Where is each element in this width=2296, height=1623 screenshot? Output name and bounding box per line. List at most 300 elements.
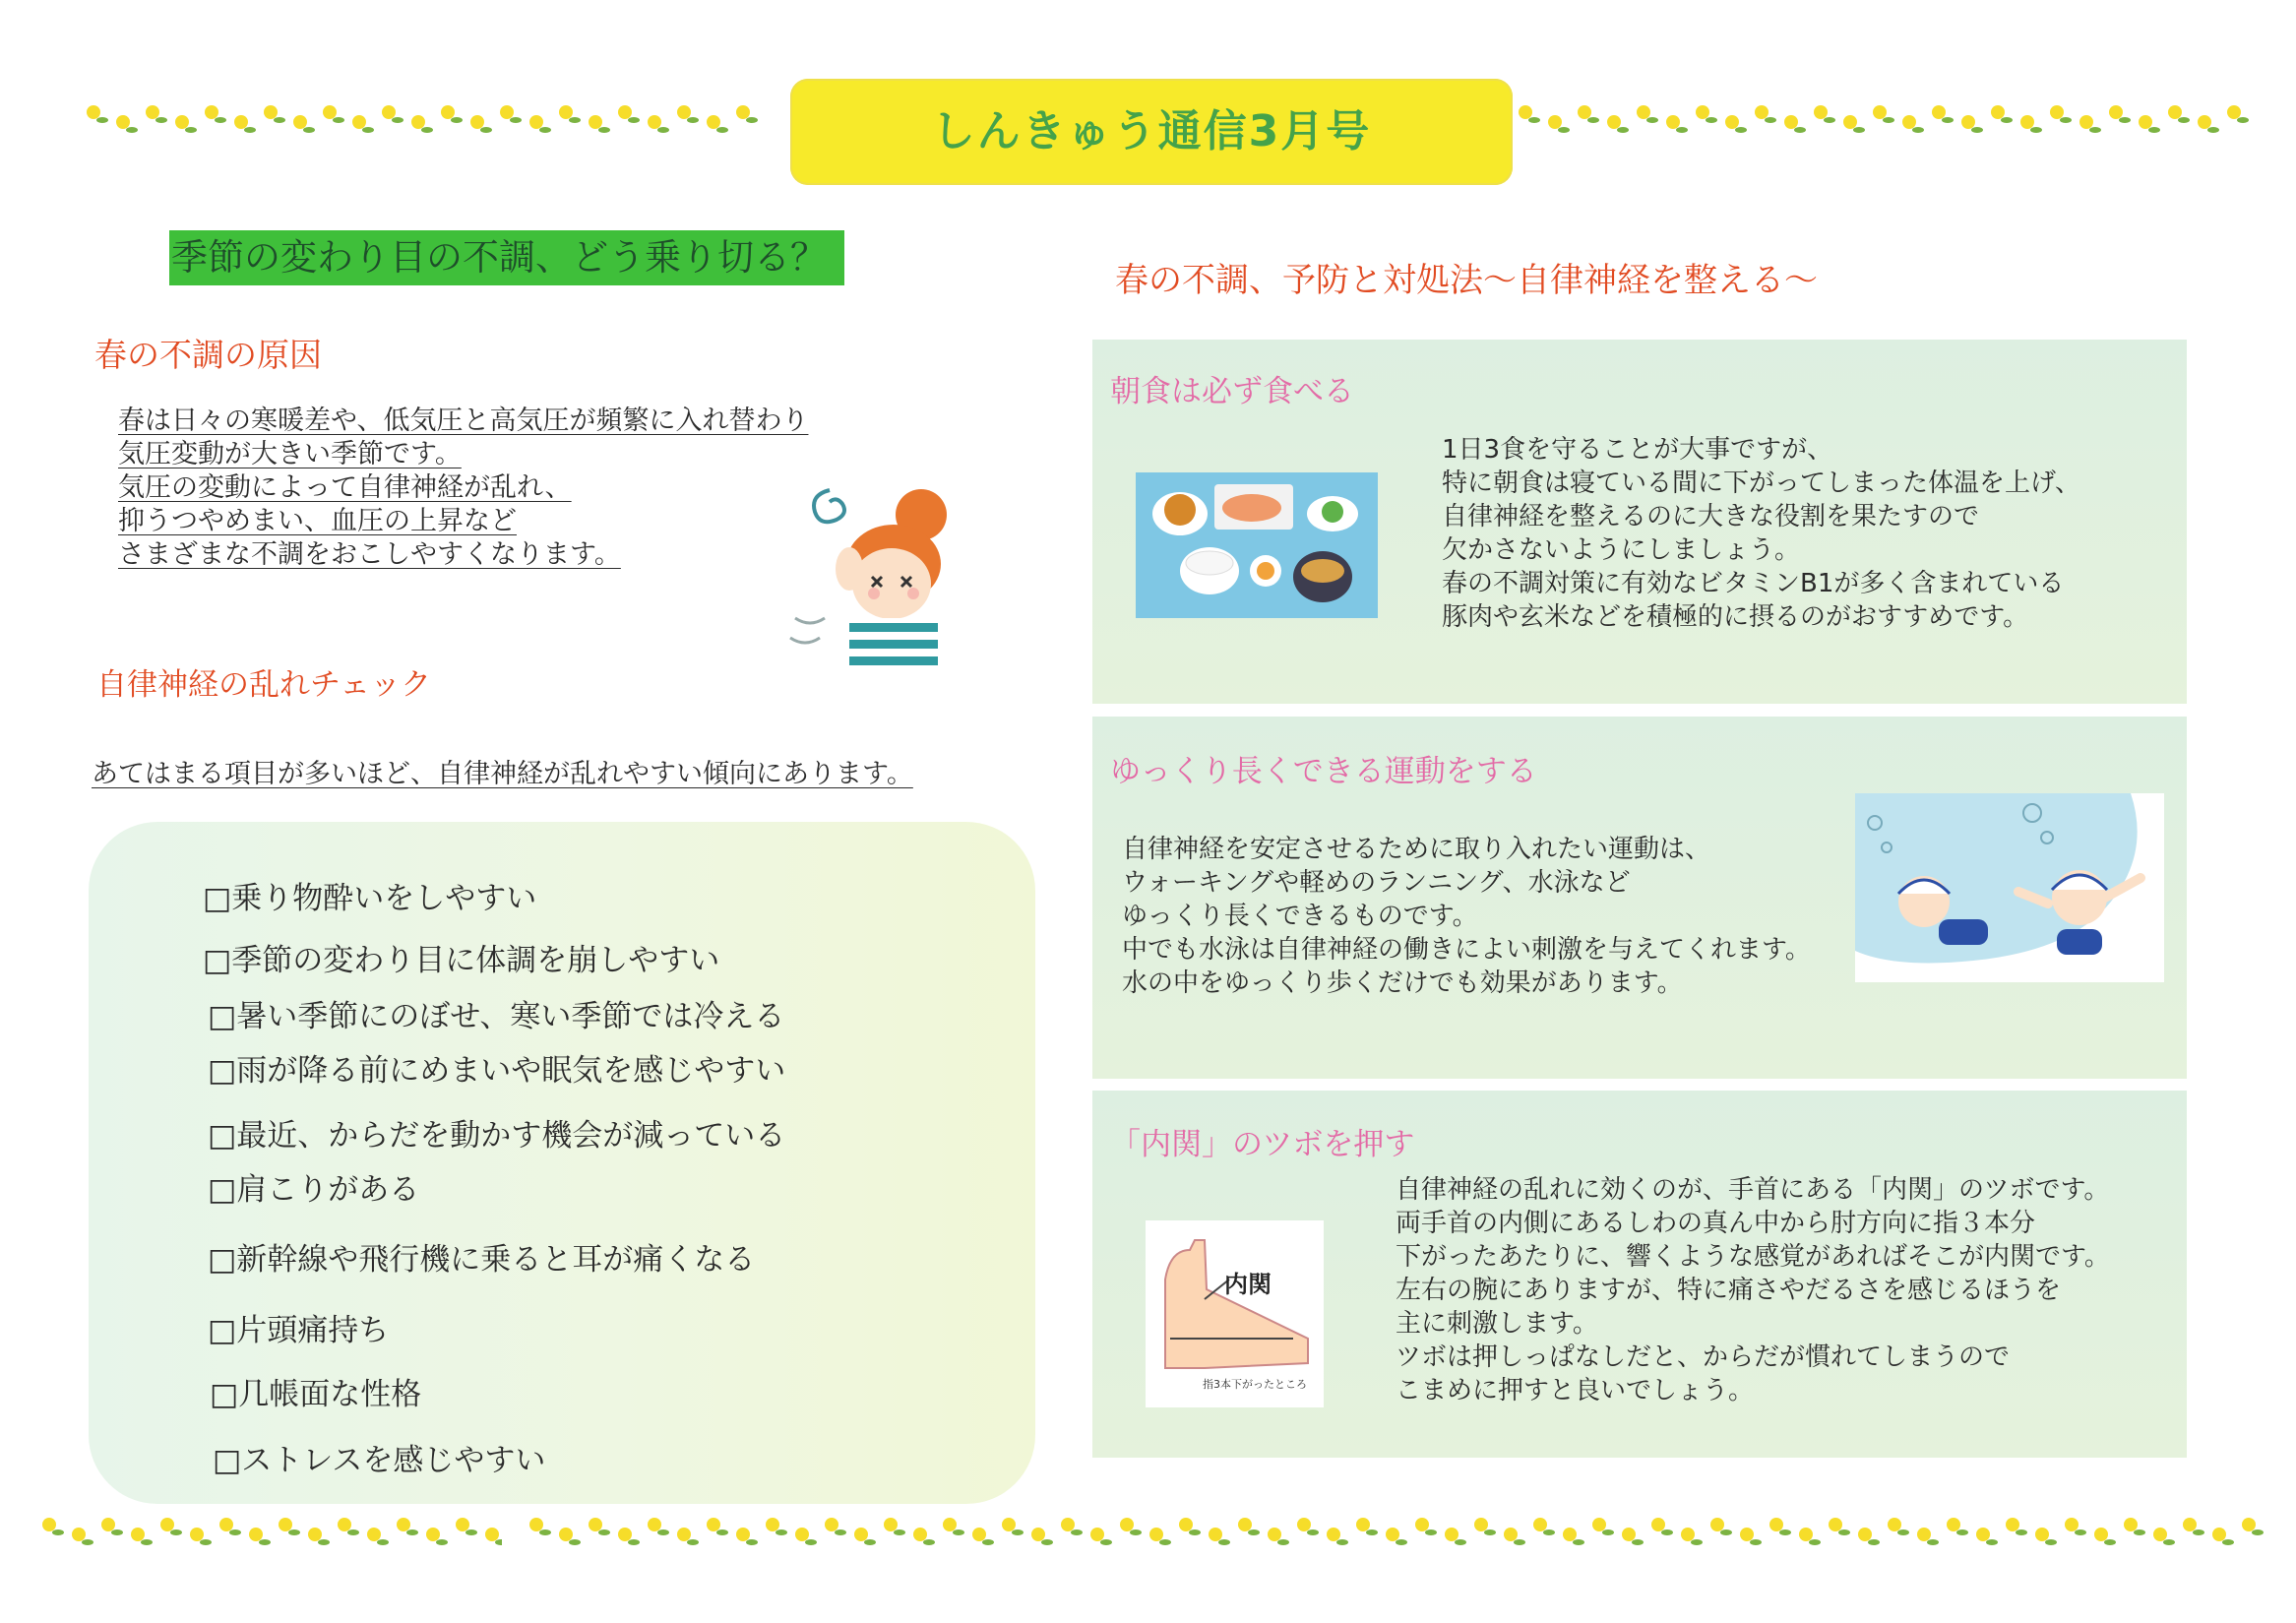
acupoint-text xyxy=(1396,1173,2110,1407)
garland-leaf xyxy=(480,127,492,133)
garland-flower xyxy=(1268,1528,1281,1541)
garland-flower xyxy=(529,115,543,129)
exercise-line: 水の中をゆっくり歩くだけでも効果があります。 xyxy=(1122,968,1683,998)
garland-flower xyxy=(1002,1518,1016,1531)
garland-leaf xyxy=(2104,1539,2116,1545)
garland-leaf xyxy=(1632,1539,1644,1545)
garland-leaf xyxy=(746,117,758,123)
garland-leaf xyxy=(1691,1539,1703,1545)
garland-leaf xyxy=(1912,127,1924,133)
garland-flower xyxy=(854,1528,868,1541)
garland-leaf xyxy=(1130,1529,1142,1535)
garland-leaf xyxy=(2252,1529,2264,1535)
garland-leaf xyxy=(465,1529,477,1535)
garland-flower xyxy=(2006,1518,2019,1531)
garland-flower xyxy=(367,1528,381,1541)
garland-flower xyxy=(1976,1528,1990,1541)
exercise-line: 自律神経を安定させるために取り入れたい運動は、 xyxy=(1122,835,1711,864)
garland-flower xyxy=(397,1518,410,1531)
garland-flower xyxy=(2153,1528,2167,1541)
main-heading: 季節の変わり目の不調、どう乗り切る？ xyxy=(169,230,844,285)
acupoint-line: 主に刺激します。 xyxy=(1396,1309,1598,1339)
garland-leaf xyxy=(1528,117,1540,123)
garland-flower xyxy=(707,115,720,129)
garland-leaf xyxy=(1765,117,1776,123)
check-item: □ストレスを感じやすい xyxy=(213,1443,546,1478)
acupoint-line: 下がったあたりに、響くような感覚があればそこが内関です。 xyxy=(1396,1242,2110,1272)
garland-flower xyxy=(411,115,425,129)
garland-flower xyxy=(1090,1528,1104,1541)
garland-leaf xyxy=(1676,127,1688,133)
garland-leaf xyxy=(200,1539,212,1545)
breakfast-line: 1日3食を守ることが大事ですが、 xyxy=(1442,435,1833,465)
check-item: □新幹線や飛行機に乗ると耳が痛くなる xyxy=(208,1242,756,1278)
garland-leaf xyxy=(2075,1529,2086,1535)
garland-flower xyxy=(2139,115,2152,129)
check-item: □暑い季節にのぼせ、寒い季節では冷える xyxy=(208,999,785,1034)
garland-flower xyxy=(1888,1518,1901,1531)
garland-flower xyxy=(160,1518,174,1531)
garland-leaf xyxy=(303,127,315,133)
garland-leaf xyxy=(539,1529,551,1535)
garland-flower xyxy=(1533,1518,1547,1531)
garland-flower xyxy=(913,1528,927,1541)
garland-leaf xyxy=(1853,127,1865,133)
garland-leaf xyxy=(1750,1539,1762,1545)
garland-leaf xyxy=(2222,1539,2234,1545)
acupoint-line: ツボは押しっぱなしだと、からだが慣れてしまうので xyxy=(1396,1342,2011,1372)
breakfast-line: 特に朝食は寝ている間に下がってしまった体温を上げ、 xyxy=(1442,468,2080,498)
garland-flower xyxy=(2050,105,2064,119)
check-item: □几帳面な性格 xyxy=(210,1377,422,1412)
garland-flower xyxy=(1814,105,1828,119)
garland-flower xyxy=(1297,1518,1311,1531)
garland-leaf xyxy=(1720,1529,1732,1535)
garland-flower xyxy=(2227,105,2241,119)
garland-leaf xyxy=(1573,1539,1584,1545)
garland-flower xyxy=(2094,1528,2108,1541)
garland-leaf xyxy=(1218,1539,1230,1545)
garland-flower xyxy=(1179,1518,1193,1531)
garland-flower xyxy=(131,1528,145,1541)
garland-leaf xyxy=(274,117,285,123)
garland-flower xyxy=(1858,1528,1872,1541)
garland-leaf xyxy=(1809,1539,1821,1545)
garland-flower xyxy=(1681,1528,1695,1541)
garland-leaf xyxy=(746,1539,758,1545)
garland-flower xyxy=(426,1528,440,1541)
garland-leaf xyxy=(392,117,403,123)
garland-leaf xyxy=(1956,1529,1968,1535)
garland-flower xyxy=(648,115,661,129)
garland-flower xyxy=(2124,1518,2138,1531)
garland-leaf xyxy=(569,117,581,123)
garland-flower xyxy=(1843,115,1857,129)
garland-flower xyxy=(677,1528,691,1541)
garland-flower xyxy=(1666,115,1680,129)
garland-flower xyxy=(42,1518,56,1531)
garland-flower xyxy=(1725,115,1739,129)
garland-leaf xyxy=(657,1529,669,1535)
garland-flower xyxy=(338,1518,351,1531)
garland-leaf xyxy=(1897,1529,1909,1535)
garland-flower xyxy=(736,1528,750,1541)
garland-flower xyxy=(1356,1518,1370,1531)
garland-leaf xyxy=(1602,1529,1614,1535)
garland-leaf xyxy=(687,1539,699,1545)
garland-leaf xyxy=(1189,1529,1201,1535)
garland-leaf xyxy=(347,1529,359,1535)
garland-leaf xyxy=(170,1529,182,1535)
garland-flower xyxy=(1149,1528,1163,1541)
garland-flower xyxy=(1947,1518,1960,1531)
garland-leaf xyxy=(362,127,374,133)
garland-flower xyxy=(1991,105,2005,119)
acupoint-line: こまめに押すと良いでしょう。 xyxy=(1396,1376,1755,1405)
garland-flower xyxy=(795,1528,809,1541)
garland-leaf xyxy=(126,127,138,133)
check-item: □片頭痛持ち xyxy=(208,1313,390,1348)
garland-flower xyxy=(1386,1528,1399,1541)
garland-leaf xyxy=(333,117,344,123)
garland-flower xyxy=(219,1518,233,1531)
garland-leaf xyxy=(1455,1539,1466,1545)
garland-flower xyxy=(2020,115,2034,129)
garland-flower xyxy=(441,105,455,119)
garland-flower xyxy=(1563,1528,1577,1541)
garland-flower xyxy=(2183,1518,2197,1531)
garland-leaf xyxy=(716,1529,728,1535)
garland-flower xyxy=(500,105,514,119)
garland-leaf xyxy=(96,117,108,123)
garland-leaf xyxy=(2030,127,2042,133)
breakfast-text xyxy=(1442,433,2080,634)
garland-leaf xyxy=(923,1539,935,1545)
garland-leaf xyxy=(259,1539,271,1545)
cause-text xyxy=(118,405,808,572)
garland-flower xyxy=(470,115,484,129)
breakfast-title: 朝食は必ず食べる xyxy=(1110,374,1354,409)
garland-flower xyxy=(2212,1528,2226,1541)
garland-leaf xyxy=(1779,1529,1791,1535)
garland-leaf xyxy=(1646,117,1658,123)
garland-flower xyxy=(648,1518,661,1531)
garland-flower xyxy=(1607,115,1621,129)
garland-leaf xyxy=(1986,1539,1998,1545)
bottom-left-flower-garland xyxy=(39,1511,502,1550)
garland-leaf xyxy=(1971,127,1983,133)
garland-leaf xyxy=(1617,127,1629,133)
garland-flower xyxy=(1902,115,1916,129)
garland-flower xyxy=(1519,105,1532,119)
garland-leaf xyxy=(2178,117,2190,123)
check-title: 自律神経の乱れチェック xyxy=(96,667,432,703)
garland-leaf xyxy=(1396,1539,1407,1545)
check-intro: あてはまる項目が多いほど、自律神経が乱れやすい傾向にあります。 xyxy=(92,759,913,789)
garland-leaf xyxy=(1824,117,1835,123)
garland-flower xyxy=(618,1528,632,1541)
cause-line: 気圧の変動によって自律神経が乱れ、 xyxy=(118,472,572,503)
garland-leaf xyxy=(2060,117,2072,123)
garland-leaf xyxy=(776,1529,787,1535)
garland-leaf xyxy=(628,117,640,123)
garland-leaf xyxy=(805,1539,817,1545)
exercise-title: ゆっくり長くできる運動をする xyxy=(1110,754,1537,789)
garland-leaf xyxy=(510,117,522,123)
garland-leaf xyxy=(2134,1529,2145,1535)
garland-flower xyxy=(1327,1528,1340,1541)
bottom-right-flower-garland xyxy=(527,1511,2273,1550)
garland-flower xyxy=(352,115,366,129)
garland-flower xyxy=(72,1528,86,1541)
garland-leaf xyxy=(2001,117,2013,123)
garland-leaf xyxy=(451,117,463,123)
garland-flower xyxy=(707,1518,720,1531)
acupoint-label: 内関 xyxy=(1224,1271,1272,1298)
garland-flower xyxy=(293,115,307,129)
acupoint-line: 左右の腕にありますが、特に痛さやだるさを感じるほうを xyxy=(1396,1276,2062,1305)
garland-leaf xyxy=(1071,1529,1083,1535)
garland-flower xyxy=(943,1518,957,1531)
garland-leaf xyxy=(2119,117,2131,123)
garland-leaf xyxy=(2237,117,2249,123)
garland-leaf xyxy=(628,1539,640,1545)
garland-flower xyxy=(1578,105,1591,119)
garland-flower xyxy=(1031,1528,1045,1541)
garland-leaf xyxy=(835,1529,846,1535)
breakfast-line: 豚肉や玄米などを積極的に摂るのがおすすめです。 xyxy=(1442,602,2029,632)
garland-flower xyxy=(1873,105,1887,119)
garland-leaf xyxy=(1927,1539,1939,1545)
garland-flower xyxy=(485,1528,499,1541)
garland-flower xyxy=(2109,105,2123,119)
top-right-flower-garland xyxy=(1516,98,2264,138)
garland-leaf xyxy=(1661,1529,1673,1535)
breakfast-line: 春の不調対策に有効なビタミンB1が多く含まれている xyxy=(1442,569,2065,598)
cause-line: 春は日々の寒暖差や、低気圧と高気圧が頻繁に入れ替わり xyxy=(118,406,809,436)
garland-leaf xyxy=(1942,117,1954,123)
garland-leaf xyxy=(716,127,728,133)
garland-leaf xyxy=(1248,1529,1260,1535)
garland-flower xyxy=(1740,1528,1754,1541)
garland-flower xyxy=(1622,1528,1636,1541)
garland-leaf xyxy=(82,1539,93,1545)
garland-flower xyxy=(825,1518,838,1531)
garland-flower xyxy=(2035,1528,2049,1541)
garland-flower xyxy=(1504,1528,1518,1541)
garland-flower xyxy=(2198,115,2211,129)
wrist-illustration xyxy=(1146,1220,1324,1407)
garland-leaf xyxy=(598,1529,610,1535)
garland-flower xyxy=(205,105,218,119)
garland-leaf xyxy=(1307,1529,1319,1535)
acupoint-line: 両手首の内側にあるしわの真ん中から肘方向に指３本分 xyxy=(1396,1209,2036,1238)
acupoint-title: 「内関」のツボを押す xyxy=(1110,1127,1415,1162)
garland-leaf xyxy=(687,117,699,123)
garland-flower xyxy=(972,1528,986,1541)
garland-flower xyxy=(2242,1518,2256,1531)
garland-flower xyxy=(589,115,602,129)
garland-flower xyxy=(101,1518,115,1531)
garland-flower xyxy=(1637,105,1650,119)
garland-leaf xyxy=(1336,1539,1348,1545)
garland-flower xyxy=(1710,1518,1724,1531)
garland-flower xyxy=(1799,1528,1813,1541)
garland-leaf xyxy=(1041,1539,1053,1545)
garland-leaf xyxy=(2193,1529,2204,1535)
garland-leaf xyxy=(244,127,256,133)
garland-flower xyxy=(884,1518,898,1531)
garland-flower xyxy=(736,105,750,119)
garland-leaf xyxy=(2207,127,2219,133)
exercise-line: ゆっくり長くできるものです。 xyxy=(1122,902,1478,931)
garland-leaf xyxy=(111,1529,123,1535)
garland-leaf xyxy=(1838,1529,1850,1535)
garland-flower xyxy=(1120,1518,1134,1531)
swimming-kids-illustration xyxy=(1855,793,2164,982)
garland-flower xyxy=(1932,105,1946,119)
check-item: □肩こりがある xyxy=(208,1172,420,1208)
garland-flower xyxy=(264,105,278,119)
garland-flower xyxy=(1474,1518,1488,1531)
cause-title: 春の不調の原因 xyxy=(94,336,322,374)
garland-flower xyxy=(234,115,248,129)
top-left-flower-garland xyxy=(84,98,777,138)
garland-flower xyxy=(249,1528,263,1541)
garland-flower xyxy=(559,1528,573,1541)
garland-leaf xyxy=(495,1539,502,1545)
garland-flower xyxy=(529,1518,543,1531)
page-title: しんきゅう通信3月号 xyxy=(931,106,1372,156)
check-item: □雨が降る前にめまいや眠気を感じやすい xyxy=(208,1053,786,1089)
garland-flower xyxy=(1917,1528,1931,1541)
garland-leaf xyxy=(657,127,669,133)
garland-leaf xyxy=(1100,1539,1112,1545)
garland-leaf xyxy=(2089,127,2101,133)
dizzy-woman-illustration xyxy=(776,470,972,682)
exercise-line: ウォーキングや軽めのランニング、水泳など xyxy=(1122,868,1631,898)
garland-flower xyxy=(1829,1518,1842,1531)
breakfast-line: 欠かさないようにしましょう。 xyxy=(1442,535,1801,565)
exercise-line: 中でも水泳は自律神経の働きによい刺激を与えてくれます。 xyxy=(1122,935,1811,965)
garland-flower xyxy=(1592,1518,1606,1531)
check-item: □乗り物酔いをしやすい xyxy=(203,881,537,916)
garland-leaf xyxy=(2016,1529,2027,1535)
garland-leaf xyxy=(1277,1539,1289,1545)
check-item: □最近、からだを動かす機会が減っている xyxy=(208,1118,786,1154)
garland-flower xyxy=(559,105,573,119)
garland-flower xyxy=(2065,1518,2079,1531)
garland-leaf xyxy=(215,117,226,123)
garland-flower xyxy=(2079,115,2093,129)
garland-flower xyxy=(1651,1518,1665,1531)
garland-leaf xyxy=(1587,117,1599,123)
garland-leaf xyxy=(377,1539,389,1545)
garland-flower xyxy=(766,1518,779,1531)
garland-leaf xyxy=(436,1539,448,1545)
garland-flower xyxy=(618,105,632,119)
acupoint-line: 自律神経の乱れに効くのが、手首にある「内関」のツボです。 xyxy=(1396,1175,2110,1205)
garland-leaf xyxy=(1543,1529,1555,1535)
garland-flower xyxy=(589,1518,602,1531)
garland-leaf xyxy=(1883,117,1894,123)
garland-flower xyxy=(146,105,159,119)
garland-leaf xyxy=(1484,1529,1496,1535)
garland-leaf xyxy=(2148,127,2160,133)
garland-leaf xyxy=(1514,1539,1525,1545)
garland-flower xyxy=(279,1518,292,1531)
garland-flower xyxy=(1769,1518,1783,1531)
garland-flower xyxy=(1415,1518,1429,1531)
garland-leaf xyxy=(1868,1539,1880,1545)
garland-flower xyxy=(1784,115,1798,129)
garland-flower xyxy=(677,105,691,119)
garland-leaf xyxy=(52,1529,64,1535)
garland-flower xyxy=(323,105,337,119)
cause-line: さまざまな不調をおこしやすくなります。 xyxy=(118,539,621,570)
garland-flower xyxy=(1961,115,1975,129)
garland-flower xyxy=(308,1528,322,1541)
garland-flower xyxy=(1755,105,1769,119)
garland-flower xyxy=(1061,1518,1075,1531)
garland-flower xyxy=(190,1528,204,1541)
garland-leaf xyxy=(1159,1539,1171,1545)
exercise-text xyxy=(1122,833,1811,1000)
garland-leaf xyxy=(982,1539,994,1545)
garland-leaf xyxy=(539,127,551,133)
garland-leaf xyxy=(2163,1539,2175,1545)
garland-leaf xyxy=(421,127,433,133)
garland-leaf xyxy=(318,1539,330,1545)
garland-flower xyxy=(116,115,130,129)
garland-leaf xyxy=(1366,1529,1378,1535)
right-heading: 春の不調、予防と対処法～自律神経を整える～ xyxy=(1115,261,1818,300)
garland-flower xyxy=(1696,105,1709,119)
garland-leaf xyxy=(1794,127,1806,133)
check-item: □季節の変わり目に体調を崩しやすい xyxy=(203,943,720,978)
garland-flower xyxy=(456,1518,469,1531)
garland-flower xyxy=(175,115,189,129)
garland-leaf xyxy=(155,117,167,123)
cause-line: 気圧変動が大きい季節です。 xyxy=(118,439,462,469)
garland-leaf xyxy=(598,127,610,133)
acupoint-caption: 指3本下がったところ xyxy=(1203,1378,1307,1391)
garland-flower xyxy=(1445,1528,1458,1541)
garland-leaf xyxy=(141,1539,153,1545)
garland-leaf xyxy=(1706,117,1717,123)
garland-leaf xyxy=(1735,127,1747,133)
garland-leaf xyxy=(288,1529,300,1535)
garland-leaf xyxy=(1558,127,1570,133)
garland-flower xyxy=(1209,1528,1222,1541)
breakfast-illustration xyxy=(1136,472,1378,618)
garland-flower xyxy=(1238,1518,1252,1531)
garland-leaf xyxy=(569,1539,581,1545)
garland-leaf xyxy=(229,1529,241,1535)
garland-flower xyxy=(382,105,396,119)
garland-leaf xyxy=(953,1529,964,1535)
garland-leaf xyxy=(185,127,197,133)
cause-line: 抑うつやめまい、血圧の上昇など xyxy=(118,506,517,536)
garland-leaf xyxy=(2045,1539,2057,1545)
garland-flower xyxy=(87,105,100,119)
breakfast-line: 自律神経を整えるのに大きな役割を果たすので xyxy=(1442,502,1980,531)
garland-leaf xyxy=(894,1529,905,1535)
garland-flower xyxy=(2168,105,2182,119)
garland-leaf xyxy=(864,1539,876,1545)
garland-flower xyxy=(1548,115,1562,129)
garland-leaf xyxy=(406,1529,418,1535)
